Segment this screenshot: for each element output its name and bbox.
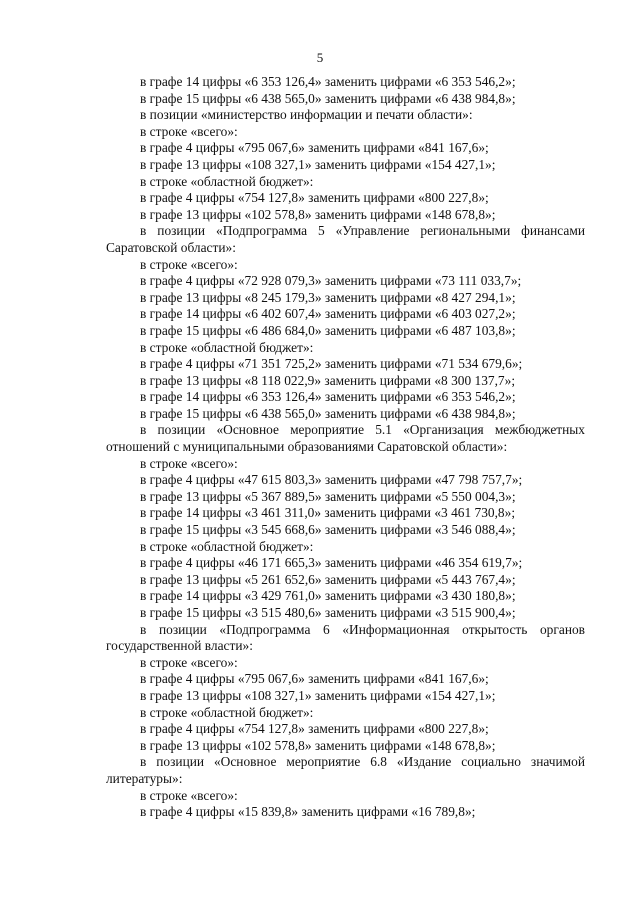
amendment-line: в графе 4 цифры «754 127,8» заменить цифрами «800 227,8»; [140, 721, 489, 737]
amendment-line: в графе 13 цифры «108 327,1» заменить цифрами «154 427,1»; [140, 687, 496, 703]
document-body [106, 74, 585, 821]
amendment-line: в графе 13 цифры «102 578,8» заменить цифрами «148 678,8»; [140, 206, 496, 222]
row-line: в строке «областной бюджет»: [140, 173, 314, 189]
row-line: в строке «областной бюджет»: [140, 339, 314, 355]
row-line: в строке «всего»: [140, 123, 238, 139]
page-number: 5 [316, 50, 324, 65]
position-line: в позиции «министерство информации и печати области»: [140, 107, 473, 123]
amendment-line: в графе 14 цифры «3 429 761,0» заменить цифрами «3 430 180,8»; [140, 588, 516, 604]
position-paragraph: в позиции «Подпрограмма 6 «Информационная открытость органов государственной власти»: [106, 621, 585, 654]
amendment-line: в графе 4 цифры «795 067,6» заменить цифрами «841 167,6»; [140, 671, 489, 687]
amendment-line: в графе 4 цифры «71 351 725,2» заменить цифрами «71 534 679,6»; [140, 356, 523, 372]
position-paragraph: в позиции «Основное мероприятие 5.1 «Организация межбюджетных отношений с муниципальными образованиями Саратовской области»: [106, 422, 585, 455]
amendment-line: в графе 15 цифры «3 515 480,6» заменить цифрами «3 515 900,4»; [140, 605, 516, 620]
amendment-line: в графе 4 цифры «15 839,8» заменить цифрами «16 789,8»; [140, 804, 476, 820]
amendment-line: в графе 13 цифры «5 261 652,6» заменить цифрами «5 443 767,4»; [140, 571, 516, 587]
amendment-line: в графе 13 цифры «5 367 889,5» заменить цифрами «5 550 004,3»; [140, 488, 516, 504]
amendment-line: в графе 14 цифры «6 353 126,4» заменить цифрами «6 353 546,2»; [140, 389, 516, 405]
row-line: в строке «всего»: [140, 654, 238, 670]
amendment-line: в графе 13 цифры «108 327,1» заменить цифрами «154 427,1»; [140, 156, 496, 172]
amendment-line: в графе 14 цифры «6 402 607,4» заменить цифрами «6 403 027,2»; [140, 306, 516, 322]
amendment-line: в графе 14 цифры «3 461 311,0» заменить цифрами «3 461 730,8»; [140, 505, 516, 521]
amendment-line: в графе 13 цифры «8 118 022,9» заменить цифрами «8 300 137,7»; [140, 372, 516, 388]
amendment-line: в графе 4 цифры «47 615 803,3» заменить цифрами «47 798 757,7»; [140, 472, 523, 488]
amendment-line: в графе 13 цифры «8 245 179,3» заменить цифрами «8 427 294,1»; [140, 289, 516, 305]
amendment-line: в графе 13 цифры «102 578,8» заменить цифрами «148 678,8»; [140, 737, 496, 753]
amendment-line: в графе 4 цифры «46 171 665,3» заменить цифрами «46 354 619,7»; [140, 555, 523, 571]
amendment-line: в графе 15 цифры «6 438 565,0» заменить цифрами «6 438 984,8»; [140, 90, 516, 106]
amendment-line: в графе 15 цифры «3 545 668,6» заменить цифрами «3 546 088,4»; [140, 522, 516, 538]
row-line: в строке «всего»: [140, 787, 238, 803]
amendment-line: в графе 15 цифры «6 438 565,0» заменить цифрами «6 438 984,8»; [140, 405, 516, 421]
amendment-line: в графе 4 цифры «754 127,8» заменить цифрами «800 227,8»; [140, 190, 489, 206]
row-line: в строке «всего»: [140, 455, 238, 471]
row-line: в строке «областной бюджет»: [140, 538, 314, 554]
position-paragraph: в позиции «Подпрограмма 5 «Управление региональными финансами Саратовской области»: [106, 223, 585, 255]
row-line: в строке «областной бюджет»: [140, 704, 314, 720]
amendment-line: в графе 4 цифры «72 928 079,3» заменить цифрами «73 111 033,7»; [140, 273, 522, 289]
amendment-line: в графе 15 цифры «6 486 684,0» заменить цифрами «6 487 103,8»; [140, 322, 516, 338]
position-paragraph: в позиции «Основное мероприятие 6.8 «Издание социально значимой литературы»: [106, 754, 585, 786]
amendment-line: в графе 14 цифры «6 353 126,4» заменить цифрами «6 353 546,2»; [140, 74, 516, 89]
amendment-line: в графе 4 цифры «795 067,6» заменить цифрами «841 167,6»; [140, 140, 489, 156]
row-line: в строке «всего»: [140, 256, 238, 272]
